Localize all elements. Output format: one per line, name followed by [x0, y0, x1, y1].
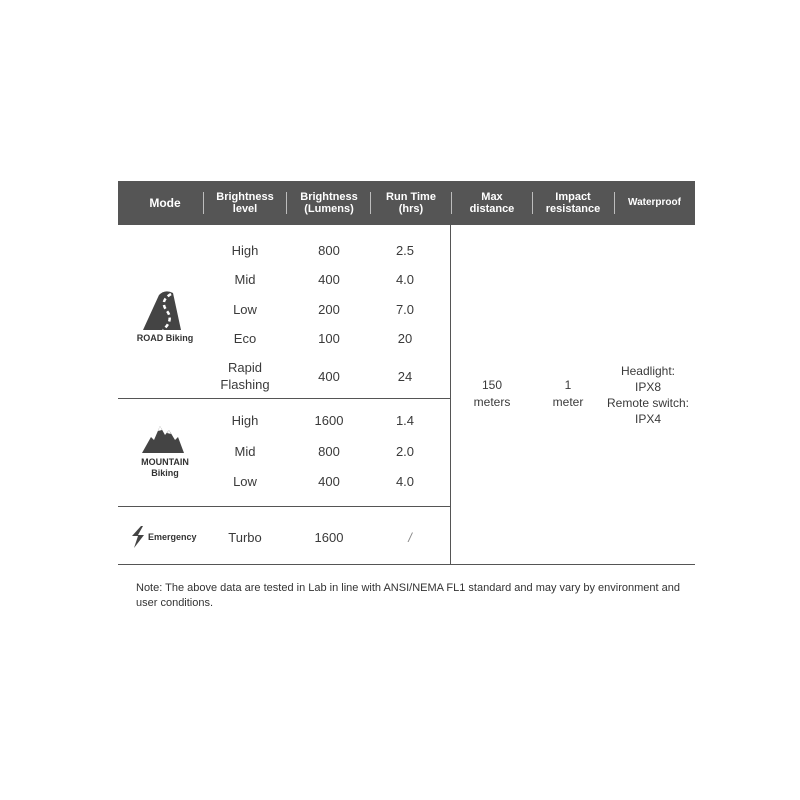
cell-runtime: 20 — [397, 331, 413, 346]
cell-level: Turbo — [228, 530, 262, 545]
mode-label-road: ROAD Biking — [136, 333, 194, 343]
cell-max-distance: 150 meters — [473, 378, 511, 409]
cell-lumens: 800 — [318, 243, 340, 258]
cell-level: High — [231, 243, 259, 258]
cell-runtime: 24 — [397, 369, 413, 384]
road-icon — [141, 289, 183, 331]
header-brightness-level: Brightness level — [216, 191, 274, 215]
header-brightness-lumens: Brightness (Lumens) — [300, 191, 358, 215]
cell-lumens: 400 — [318, 474, 340, 489]
cell-level: Mid — [234, 272, 256, 287]
cell-lumens: 800 — [318, 444, 340, 459]
cell-lumens: 1600 — [314, 530, 344, 545]
cell-runtime: 2.0 — [395, 444, 415, 459]
cell-level: Low — [233, 474, 257, 489]
cell-runtime: 4.0 — [395, 474, 415, 489]
cell-lumens: 200 — [318, 302, 340, 317]
cell-lumens: 1600 — [314, 413, 344, 428]
cell-runtime: 1.4 — [395, 413, 415, 428]
cell-runtime: 7.0 — [395, 302, 415, 317]
mode-label-emergency: Emergency — [148, 532, 197, 542]
cell-runtime: 4.0 — [395, 272, 415, 287]
cell-level: Eco — [233, 331, 257, 346]
cell-lumens: 100 — [318, 331, 340, 346]
cell-level: Rapid Flashing — [220, 360, 270, 392]
lightning-icon — [130, 526, 146, 548]
mountain-icon — [142, 423, 184, 453]
cell-level: Mid — [234, 444, 256, 459]
spec-table — [118, 181, 695, 565]
cell-level: High — [231, 413, 259, 428]
header-run-time: Run Time (hrs) — [386, 191, 436, 215]
cell-waterproof: Headlight: IPX8 Remote switch: IPX4 — [606, 364, 690, 426]
row-divider — [118, 506, 450, 507]
header-mode: Mode — [149, 196, 181, 210]
cell-impact-resistance: 1 meter — [552, 378, 584, 409]
header-waterproof: Waterproof — [628, 197, 681, 208]
table-bottom-border — [118, 564, 695, 565]
header-max-distance: Max distance — [469, 191, 515, 215]
table-header — [118, 181, 695, 225]
row-divider — [118, 398, 450, 399]
cell-runtime: / — [408, 530, 412, 545]
shared-column-divider — [450, 225, 451, 564]
footnote: Note: The above data are tested in Lab in line with ANSI/NEMA FL1 standard and may vary by environment and user conditions. — [136, 582, 680, 609]
header-impact-resistance: Impact resistance — [545, 191, 601, 215]
mode-label-mountain: MOUNTAIN Biking — [141, 457, 189, 478]
cell-level: Low — [233, 302, 257, 317]
cell-lumens: 400 — [318, 369, 340, 384]
cell-lumens: 400 — [318, 272, 340, 287]
cell-runtime: 2.5 — [395, 243, 415, 258]
